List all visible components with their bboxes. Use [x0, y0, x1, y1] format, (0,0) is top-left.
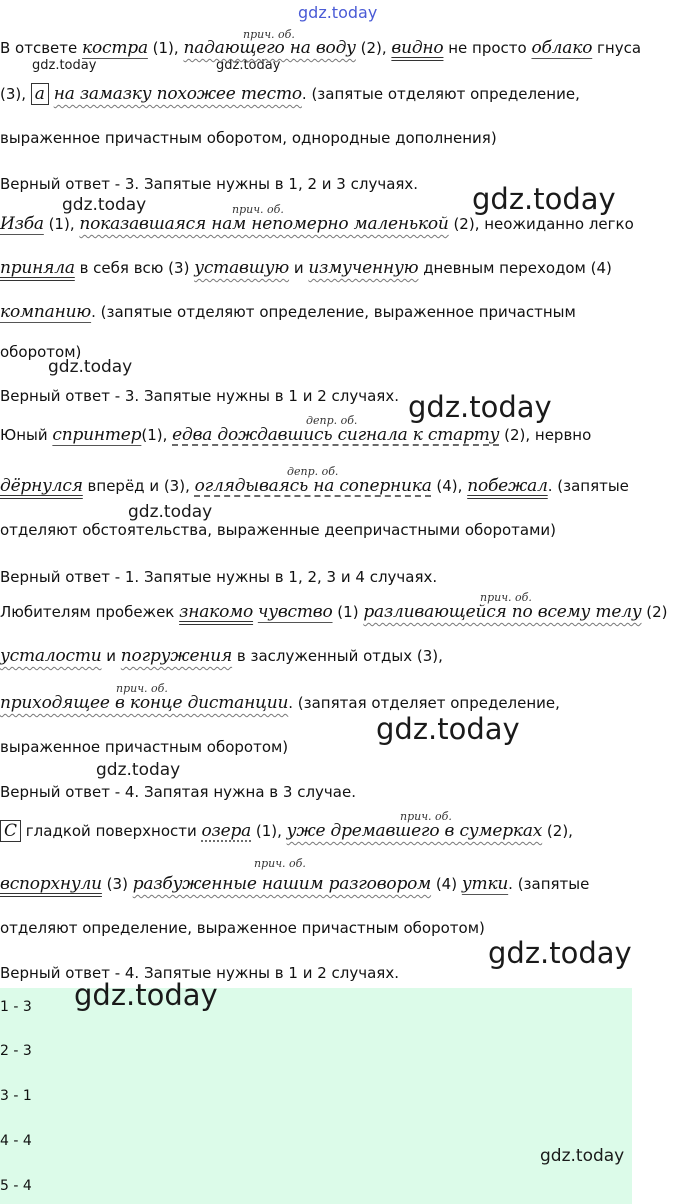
word-utki: утки	[461, 874, 509, 894]
p2-line4: оборотом)	[0, 343, 82, 361]
participial-phrase: падающего на воду	[183, 38, 356, 58]
answer-item: 5 - 4	[0, 1178, 32, 1194]
prich-note: прич. об.	[480, 591, 532, 604]
answer-item: 2 - 3	[0, 1043, 32, 1059]
watermark: gdz.today	[540, 1146, 625, 1166]
p2-answer: Верный ответ - 3. Запятые нужны в 1 и 2 случаях.	[0, 387, 399, 405]
p1-line1: В отсвете костра (1), падающего на воду (2), видно не просто облако гнуса	[0, 38, 642, 58]
p2-line2: приняла в себя всю (3) уставшую и измученную дневным переходом (4)	[0, 258, 612, 278]
prich-note: прич. об.	[254, 857, 306, 870]
answers-panel	[0, 988, 632, 1204]
watermark: gdz.today	[96, 760, 181, 780]
word-kompaniyu: компанию	[0, 302, 92, 322]
watermark: gdz.today	[48, 357, 133, 377]
p2-line1: Изба (1), показавшаяся нам непомерно маленькой (2), неожиданно легко	[0, 214, 634, 234]
p4-answer: Верный ответ - 4. Запятая нужна в 3 случае.	[0, 783, 356, 801]
watermark: gdz.today	[376, 712, 520, 746]
predicate: знакомо	[179, 602, 254, 622]
prich-note: прич. об.	[116, 682, 168, 695]
p3-line2: дёрнулся вперёд и (3), оглядываясь на соперника (4), побежал. (запятые	[0, 476, 629, 496]
watermark: gdz.today	[62, 195, 147, 215]
p4-line2: усталости и погружения в заслуженный отдых (3),	[0, 646, 443, 666]
depr-note: депр. об.	[287, 465, 339, 478]
p3-line3: отделяют обстоятельства, выраженные деепричастными оборотами)	[0, 521, 556, 539]
prich-note: прич. об.	[232, 203, 284, 216]
answer-item: 1 - 3	[0, 999, 32, 1015]
predicate: видно	[391, 38, 444, 58]
p1-answer: Верный ответ - 3. Запятые нужны в 1, 2 и 3 случаях.	[0, 175, 419, 193]
participial-phrase: уже дремавшего в сумерках	[286, 821, 543, 841]
p5-line1: С гладкой поверхности озера (1), уже дремавшего в сумерках (2),	[0, 821, 573, 841]
conjunction-box: а	[31, 83, 49, 105]
word-sprinter: спринтер	[52, 425, 142, 445]
watermark: gdz.today	[216, 58, 281, 73]
predicate: вспорхнули	[0, 874, 102, 894]
p5-answer: Верный ответ - 4. Запятые нужны в 1 и 2 случаях.	[0, 964, 399, 982]
watermark: gdz.today	[298, 3, 378, 22]
watermark: gdz.today	[74, 978, 218, 1012]
p3-answer: Верный ответ - 1. Запятые нужны в 1, 2, 3 и 4 случаях.	[0, 568, 438, 586]
watermark: gdz.today	[32, 58, 97, 73]
participial-phrase: разбуженные нашим разговором	[132, 874, 432, 894]
p1-line2: (3), а на замазку похожее тесто. (запятые отделяют определение,	[0, 84, 580, 104]
prich-note: прич. об.	[243, 28, 295, 41]
p1-line3: выраженное причастным оборотом, однородные дополнения)	[0, 129, 497, 147]
p5-line3: отделяют определение, выраженное причастным оборотом)	[0, 919, 485, 937]
p3-line1: Юный спринтер(1), едва дождавшись сигнала к старту (2), нервно	[0, 425, 592, 445]
word-oblako: облако	[531, 38, 593, 58]
p4-line3: приходящее в конце дистанции. (запятая отделяет определение,	[0, 693, 560, 713]
participial-phrase: показавшаяся нам непомерно маленькой	[79, 214, 449, 234]
participial-phrase: приходящее в конце дистанции	[0, 693, 289, 713]
word-kostra: костра	[82, 38, 148, 58]
word-izmuchennuyu: измученную	[308, 258, 419, 278]
preposition-box: С	[0, 820, 21, 842]
watermark: gdz.today	[128, 502, 213, 522]
p4-line1: Любителям пробежек знакомо чувство (1) разливающейся по всему телу (2)	[0, 602, 668, 622]
word-izba: Изба	[0, 214, 44, 234]
watermark: gdz.today	[408, 390, 552, 424]
depr-note: депр. об.	[306, 414, 358, 427]
p2-line3: компанию. (запятые отделяют определение, выраженное причастным	[0, 302, 576, 322]
predicate: дёрнулся	[0, 476, 83, 496]
adverbial-phrase: оглядываясь на соперника	[194, 476, 432, 496]
answer-item: 4 - 4	[0, 1133, 32, 1149]
p4-line4: выраженное причастным оборотом)	[0, 738, 289, 756]
participial-phrase: на замазку похожее тесто	[53, 84, 302, 104]
participial-phrase: разливающейся по всему телу	[363, 602, 642, 622]
answer-item: 3 - 1	[0, 1088, 32, 1104]
predicate: побежал	[467, 476, 548, 496]
p5-line2: вспорхнули (3) разбуженные нашим разговором (4) утки. (запятые	[0, 874, 590, 894]
word-pogruzheniya: погружения	[120, 646, 233, 666]
watermark: gdz.today	[488, 936, 632, 970]
word-ozera: озера	[201, 821, 252, 841]
word-ustalosti: усталости	[0, 646, 102, 666]
watermark: gdz.today	[472, 182, 616, 216]
word-chuvstvo: чувство	[257, 602, 333, 622]
prich-note: прич. об.	[400, 810, 452, 823]
predicate: приняла	[0, 258, 75, 278]
adverbial-phrase: едва дождавшись сигнала к старту	[172, 425, 500, 445]
word-ustavshuyu: уставшую	[194, 258, 290, 278]
